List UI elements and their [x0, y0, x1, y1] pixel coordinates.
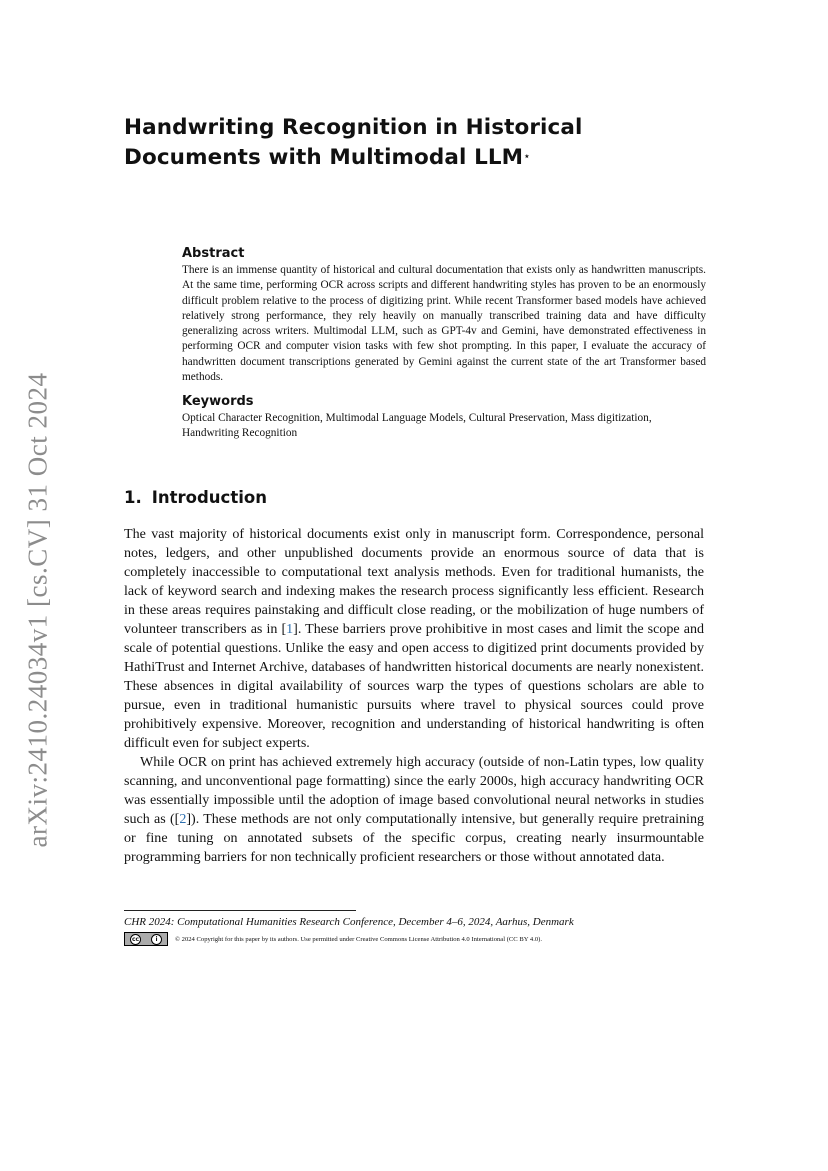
title-footnote-mark: ⋆	[523, 149, 531, 163]
citation-link[interactable]: 1	[286, 621, 294, 637]
paper-title-block	[124, 113, 724, 173]
section-number: 1.	[124, 488, 142, 507]
keywords-heading: Keywords	[182, 394, 254, 409]
arxiv-sidebar	[15, 365, 61, 855]
paragraph-text: ]). These methods are not only computationally intensive, but generally require pretraining or fine tuning on annotated subsets of the specific corpus, creating nearly insurmountable programming barriers for non technically proficient researchers or those without annotated data.	[124, 811, 705, 865]
footnote-divider	[124, 910, 356, 911]
cc-icon: cc	[131, 935, 140, 943]
cc-license-badge	[124, 932, 168, 946]
arxiv-identifier: arXiv:2410.24034v1 [cs.CV] 31 Oct 2024	[22, 372, 53, 848]
introduction-body	[124, 525, 704, 867]
abstract-section	[182, 246, 706, 385]
paragraph-text: The vast majority of historical documents exist only in manuscript form. Correspondence, personal notes, ledgers, and other unpublished documents provide an enormous source of data that is completely inaccessible to computational text analysis methods. Even for traditional humanists, the lack of keyword search and indexing makes the research process significantly less efficient. Research in these areas requires painstaking and difficult close reading, or the mobilization of huge numbers of volunteer transcribers as in [	[124, 526, 704, 637]
paragraph-text: While OCR on print has achieved extremely high accuracy (outside of non-Latin types, low quality scanning, and unconventional page formatting) since the early 2000s, high accuracy handwriting OCR was essentially impossible until the adoption of image based convolutional neural networks in studies such as ([	[124, 754, 704, 827]
license-line	[124, 932, 542, 946]
section-heading-introduction	[124, 488, 267, 507]
paragraph	[124, 525, 704, 753]
attribution-icon: i	[151, 934, 162, 945]
section-title: Introduction	[151, 488, 267, 507]
license-text: © 2024 Copyright for this paper by its authors. Use permitted under Creative Commons License Attribution 4.0 International (CC BY 4.0).	[175, 935, 542, 943]
keywords-text: Optical Character Recognition, Multimodal Language Models, Cultural Preservation, Mass digitization, Handwriting Recognition	[182, 412, 652, 440]
abstract-text: There is an immense quantity of historical and cultural documentation that exists only as handwritten manuscripts. At the same time, performing OCR across scripts and different handwriting styles has proven to be an enormously difficult problem relative to the process of digitizing print. While recent Transformer based models have achieved relatively strong performance, they rely heavily on manually transcribed training data and have difficulty generalizing across writers. Multimodal LLM, such as GPT-4v and Gemini, have demonstrated effectiveness in performing OCR and computer vision tasks with few shot prompting. In this paper, I evaluate the accuracy of handwritten document transcriptions generated by Gemini against the current state of the art Transformer based methods.	[182, 264, 706, 383]
citation-link[interactable]: 2	[179, 811, 187, 827]
paragraph-text: ]. These barriers prove prohibitive in most cases and limit the scope and scale of potential questions. Unlike the easy and open access to digitized print documents provided by HathiTrust and Internet Archive, databases of handwritten historical documents are nearly nonexistent. These absences in digital availability of sources warp the types of questions scholars are able to pursue, even in traditional humanistic pursuits where travel to physical sources could prove prohibitively expensive. Moreover, recognition and understanding of historical handwriting is often difficult even for subject experts.	[124, 621, 705, 751]
paragraph	[124, 753, 704, 867]
abstract-heading: Abstract	[182, 246, 245, 261]
conference-note: CHR 2024: Computational Humanities Research Conference, December 4–6, 2024, Aarhus, Denmark	[124, 916, 574, 928]
paper-title: Handwriting Recognition in Historical Documents with Multimodal LLM	[124, 115, 583, 170]
keywords-section	[182, 394, 706, 442]
